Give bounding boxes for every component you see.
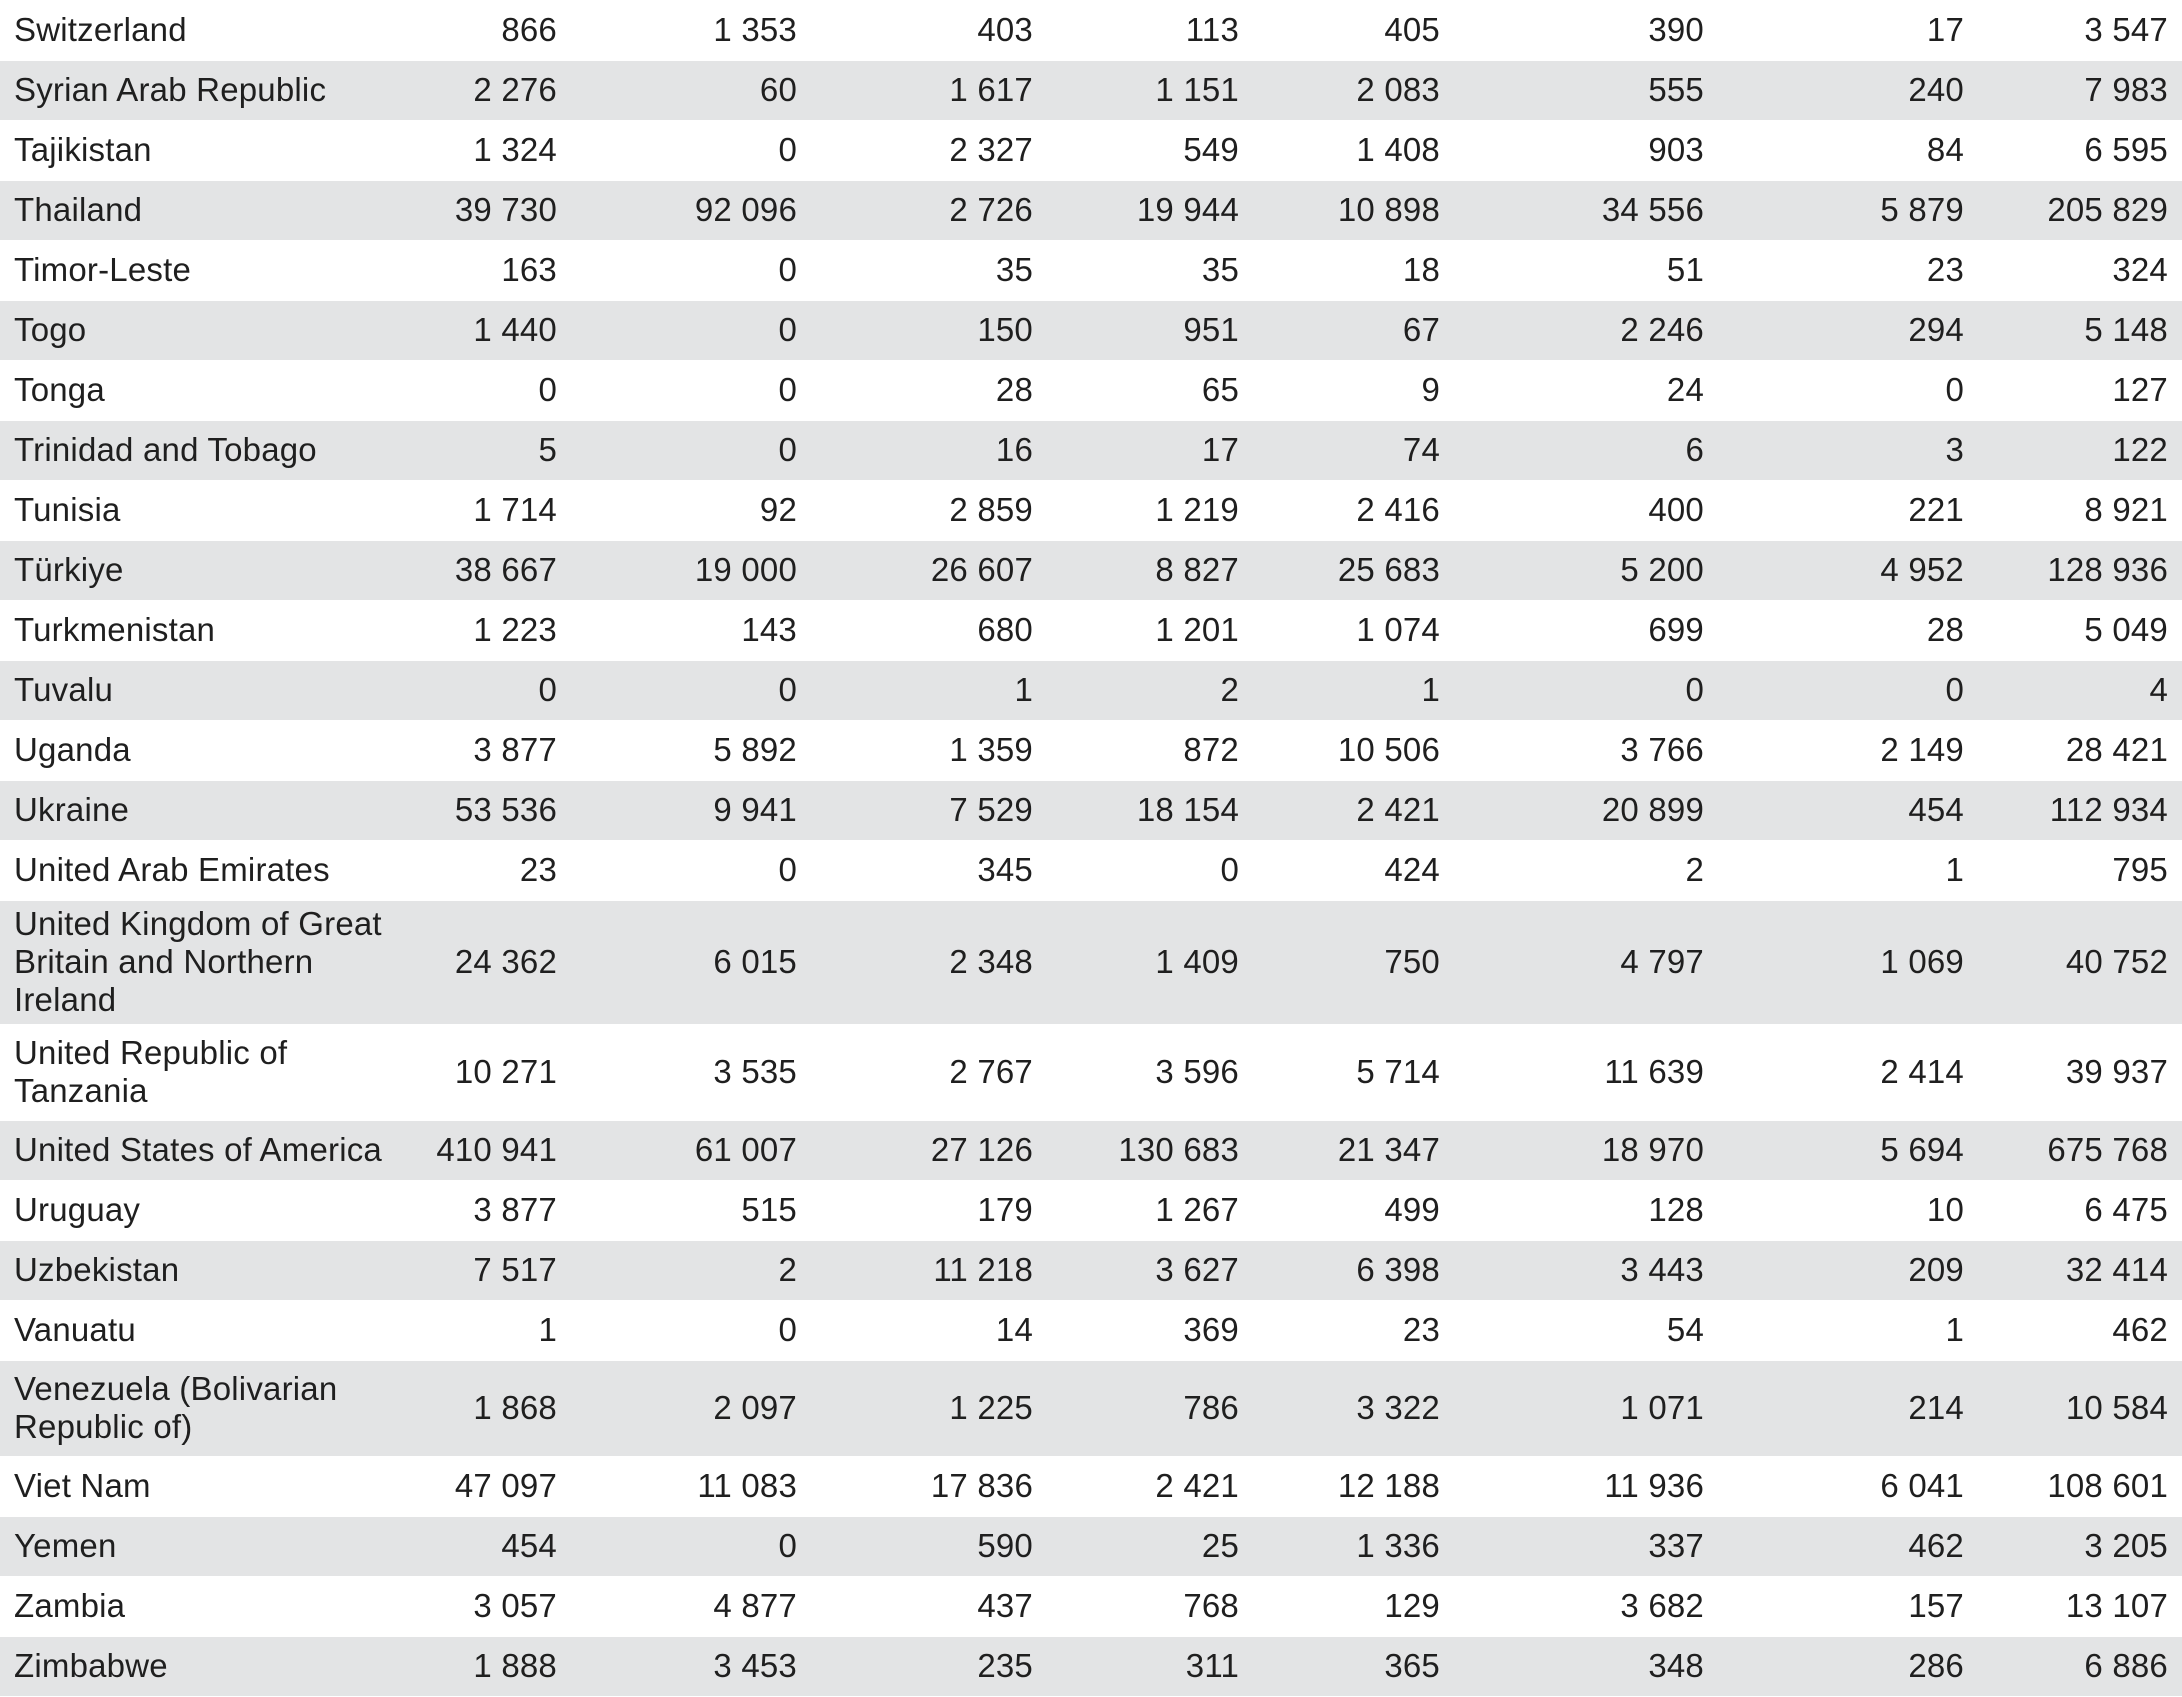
value-cell: 4 877 [573, 1576, 813, 1636]
value-cell: 2 [573, 1240, 813, 1300]
country-name-cell: United Arab Emirates [0, 840, 408, 900]
value-cell: 750 [1255, 900, 1456, 1024]
table-row [0, 840, 2182, 900]
value-cell: 6 475 [1980, 1180, 2182, 1240]
value-cell: 3 205 [1980, 1516, 2182, 1576]
value-cell: 6 398 [1255, 1240, 1456, 1300]
country-name-cell: Togo [0, 300, 408, 360]
country-name-cell: Zimbabwe [0, 1636, 408, 1696]
value-cell: 369 [1049, 1300, 1255, 1360]
value-cell: 951 [1049, 300, 1255, 360]
country-name-cell: United States of America [0, 1120, 408, 1180]
value-cell: 67 [1255, 300, 1456, 360]
value-cell: 1 069 [1720, 900, 1980, 1024]
value-cell: 1 225 [813, 1360, 1049, 1456]
value-cell: 1 267 [1049, 1180, 1255, 1240]
value-cell: 10 898 [1255, 180, 1456, 240]
value-cell: 410 941 [408, 1120, 573, 1180]
value-cell: 5 879 [1720, 180, 1980, 240]
table-row [0, 1516, 2182, 1576]
table-row [0, 0, 2182, 60]
table-row [0, 120, 2182, 180]
value-cell: 3 322 [1255, 1360, 1456, 1456]
value-cell: 1 [1720, 1300, 1980, 1360]
country-name-cell: United Kingdom of Great Britain and Northern Ireland [0, 900, 408, 1024]
country-name-cell: Türkiye [0, 540, 408, 600]
value-cell: 157 [1720, 1576, 1980, 1636]
value-cell: 11 639 [1456, 1024, 1720, 1120]
value-cell: 3 057 [408, 1576, 573, 1636]
value-cell: 163 [408, 240, 573, 300]
value-cell: 11 936 [1456, 1456, 1720, 1516]
table-row [0, 540, 2182, 600]
value-cell: 7 983 [1980, 60, 2182, 120]
value-cell: 209 [1720, 1240, 1980, 1300]
value-cell: 179 [813, 1180, 1049, 1240]
value-cell: 786 [1049, 1360, 1255, 1456]
value-cell: 53 536 [408, 780, 573, 840]
value-cell: 32 414 [1980, 1240, 2182, 1300]
country-name-cell: Uganda [0, 720, 408, 780]
value-cell: 18 154 [1049, 780, 1255, 840]
value-cell: 555 [1456, 60, 1720, 120]
value-cell: 221 [1720, 480, 1980, 540]
value-cell: 2 083 [1255, 60, 1456, 120]
value-cell: 235 [813, 1636, 1049, 1696]
value-cell: 0 [573, 120, 813, 180]
value-cell: 143 [573, 600, 813, 660]
table-row [0, 60, 2182, 120]
value-cell: 10 [1720, 1180, 1980, 1240]
country-name-cell: Tonga [0, 360, 408, 420]
value-cell: 130 683 [1049, 1120, 1255, 1180]
value-cell: 17 [1049, 420, 1255, 480]
value-cell: 38 667 [408, 540, 573, 600]
value-cell: 499 [1255, 1180, 1456, 1240]
country-name-cell: Syrian Arab Republic [0, 60, 408, 120]
value-cell: 0 [1720, 660, 1980, 720]
value-cell: 9 941 [573, 780, 813, 840]
value-cell: 5 200 [1456, 540, 1720, 600]
country-name-cell: Switzerland [0, 0, 408, 60]
value-cell: 3 682 [1456, 1576, 1720, 1636]
value-cell: 0 [1720, 360, 1980, 420]
value-cell: 3 877 [408, 720, 573, 780]
country-name-cell: Yemen [0, 1516, 408, 1576]
table-row [0, 420, 2182, 480]
value-cell: 2 859 [813, 480, 1049, 540]
value-cell: 10 584 [1980, 1360, 2182, 1456]
country-name-cell: Thailand [0, 180, 408, 240]
value-cell: 1 [813, 660, 1049, 720]
value-cell: 9 [1255, 360, 1456, 420]
value-cell: 23 [1255, 1300, 1456, 1360]
value-cell: 2 767 [813, 1024, 1049, 1120]
value-cell: 454 [1720, 780, 1980, 840]
table-row [0, 780, 2182, 840]
value-cell: 515 [573, 1180, 813, 1240]
value-cell: 3 877 [408, 1180, 573, 1240]
value-cell: 7 529 [813, 780, 1049, 840]
value-cell: 24 362 [408, 900, 573, 1024]
value-cell: 462 [1720, 1516, 1980, 1576]
value-cell: 5 714 [1255, 1024, 1456, 1120]
value-cell: 6 [1456, 420, 1720, 480]
value-cell: 3 596 [1049, 1024, 1255, 1120]
value-cell: 127 [1980, 360, 2182, 420]
value-cell: 0 [573, 420, 813, 480]
value-cell: 337 [1456, 1516, 1720, 1576]
value-cell: 74 [1255, 420, 1456, 480]
value-cell: 324 [1980, 240, 2182, 300]
value-cell: 54 [1456, 1300, 1720, 1360]
country-name-cell: Vanuatu [0, 1300, 408, 1360]
value-cell: 2 149 [1720, 720, 1980, 780]
country-name-cell: Tunisia [0, 480, 408, 540]
value-cell: 39 730 [408, 180, 573, 240]
value-cell: 1 [1255, 660, 1456, 720]
value-cell: 84 [1720, 120, 1980, 180]
country-name-cell: Uruguay [0, 1180, 408, 1240]
value-cell: 2 414 [1720, 1024, 1980, 1120]
value-cell: 3 535 [573, 1024, 813, 1120]
value-cell: 18 [1255, 240, 1456, 300]
value-cell: 1 223 [408, 600, 573, 660]
value-cell: 6 015 [573, 900, 813, 1024]
value-cell: 675 768 [1980, 1120, 2182, 1180]
value-cell: 1 714 [408, 480, 573, 540]
value-cell: 1 888 [408, 1636, 573, 1696]
value-cell: 17 [1720, 0, 1980, 60]
value-cell: 0 [573, 300, 813, 360]
country-name-cell: Tuvalu [0, 660, 408, 720]
value-cell: 28 421 [1980, 720, 2182, 780]
table-row [0, 480, 2182, 540]
value-cell: 872 [1049, 720, 1255, 780]
value-cell: 3 547 [1980, 0, 2182, 60]
value-cell: 16 [813, 420, 1049, 480]
value-cell: 10 506 [1255, 720, 1456, 780]
value-cell: 205 829 [1980, 180, 2182, 240]
value-cell: 3 453 [573, 1636, 813, 1696]
table-row [0, 180, 2182, 240]
value-cell: 113 [1049, 0, 1255, 60]
value-cell: 2 421 [1049, 1456, 1255, 1516]
value-cell: 14 [813, 1300, 1049, 1360]
value-cell: 424 [1255, 840, 1456, 900]
value-cell: 92 096 [573, 180, 813, 240]
value-cell: 0 [573, 840, 813, 900]
value-cell: 2 726 [813, 180, 1049, 240]
value-cell: 1 324 [408, 120, 573, 180]
table-row [0, 360, 2182, 420]
value-cell: 1 219 [1049, 480, 1255, 540]
value-cell: 5 [408, 420, 573, 480]
country-name-cell: Uzbekistan [0, 1240, 408, 1300]
table-row [0, 1360, 2182, 1456]
value-cell: 35 [1049, 240, 1255, 300]
table-row [0, 1180, 2182, 1240]
value-cell: 286 [1720, 1636, 1980, 1696]
value-cell: 112 934 [1980, 780, 2182, 840]
value-cell: 5 892 [573, 720, 813, 780]
value-cell: 1 [1720, 840, 1980, 900]
value-cell: 2 [1456, 840, 1720, 900]
value-cell: 1 868 [408, 1360, 573, 1456]
value-cell: 6 041 [1720, 1456, 1980, 1516]
value-cell: 35 [813, 240, 1049, 300]
value-cell: 8 921 [1980, 480, 2182, 540]
table-row [0, 1456, 2182, 1516]
value-cell: 92 [573, 480, 813, 540]
value-cell: 1 074 [1255, 600, 1456, 660]
country-name-cell: Timor-Leste [0, 240, 408, 300]
value-cell: 5 148 [1980, 300, 2182, 360]
value-cell: 128 936 [1980, 540, 2182, 600]
value-cell: 400 [1456, 480, 1720, 540]
value-cell: 6 595 [1980, 120, 2182, 180]
value-cell: 2 276 [408, 60, 573, 120]
value-cell: 311 [1049, 1636, 1255, 1696]
value-cell: 0 [573, 240, 813, 300]
value-cell: 0 [408, 360, 573, 420]
value-cell: 28 [813, 360, 1049, 420]
value-cell: 1 617 [813, 60, 1049, 120]
value-cell: 8 827 [1049, 540, 1255, 600]
value-cell: 4 952 [1720, 540, 1980, 600]
value-cell: 27 126 [813, 1120, 1049, 1180]
value-cell: 549 [1049, 120, 1255, 180]
value-cell: 1 440 [408, 300, 573, 360]
table-row [0, 1024, 2182, 1120]
value-cell: 0 [1049, 840, 1255, 900]
table-row [0, 1300, 2182, 1360]
value-cell: 47 097 [408, 1456, 573, 1516]
value-cell: 365 [1255, 1636, 1456, 1696]
value-cell: 0 [573, 660, 813, 720]
value-cell: 6 886 [1980, 1636, 2182, 1696]
value-cell: 390 [1456, 0, 1720, 60]
value-cell: 26 607 [813, 540, 1049, 600]
value-cell: 39 937 [1980, 1024, 2182, 1120]
value-cell: 3 443 [1456, 1240, 1720, 1300]
value-cell: 240 [1720, 60, 1980, 120]
value-cell: 2 416 [1255, 480, 1456, 540]
value-cell: 0 [408, 660, 573, 720]
value-cell: 866 [408, 0, 573, 60]
value-cell: 1 408 [1255, 120, 1456, 180]
value-cell: 454 [408, 1516, 573, 1576]
value-cell: 4 797 [1456, 900, 1720, 1024]
value-cell: 2 246 [1456, 300, 1720, 360]
table-row [0, 600, 2182, 660]
value-cell: 5 694 [1720, 1120, 1980, 1180]
value-cell: 590 [813, 1516, 1049, 1576]
value-cell: 2 327 [813, 120, 1049, 180]
value-cell: 405 [1255, 0, 1456, 60]
table-row [0, 1120, 2182, 1180]
value-cell: 1 151 [1049, 60, 1255, 120]
value-cell: 768 [1049, 1576, 1255, 1636]
country-name-cell: Zambia [0, 1576, 408, 1636]
value-cell: 903 [1456, 120, 1720, 180]
value-cell: 10 271 [408, 1024, 573, 1120]
value-cell: 2 421 [1255, 780, 1456, 840]
value-cell: 3 766 [1456, 720, 1720, 780]
value-cell: 699 [1456, 600, 1720, 660]
country-name-cell: Viet Nam [0, 1456, 408, 1516]
country-name-cell: Trinidad and Tobago [0, 420, 408, 480]
value-cell: 28 [1720, 600, 1980, 660]
value-cell: 1 353 [573, 0, 813, 60]
value-cell: 19 944 [1049, 180, 1255, 240]
value-cell: 21 347 [1255, 1120, 1456, 1180]
country-name-cell: Tajikistan [0, 120, 408, 180]
value-cell: 437 [813, 1576, 1049, 1636]
table-row [0, 240, 2182, 300]
value-cell: 348 [1456, 1636, 1720, 1696]
value-cell: 17 836 [813, 1456, 1049, 1516]
value-cell: 11 083 [573, 1456, 813, 1516]
value-cell: 129 [1255, 1576, 1456, 1636]
value-cell: 1 [408, 1300, 573, 1360]
table-row [0, 1636, 2182, 1696]
value-cell: 34 556 [1456, 180, 1720, 240]
value-cell: 0 [1456, 660, 1720, 720]
table-row [0, 1576, 2182, 1636]
value-cell: 11 218 [813, 1240, 1049, 1300]
value-cell: 13 107 [1980, 1576, 2182, 1636]
value-cell: 5 049 [1980, 600, 2182, 660]
value-cell: 0 [573, 1300, 813, 1360]
value-cell: 3 627 [1049, 1240, 1255, 1300]
value-cell: 40 752 [1980, 900, 2182, 1024]
value-cell: 1 071 [1456, 1360, 1720, 1456]
value-cell: 19 000 [573, 540, 813, 600]
value-cell: 65 [1049, 360, 1255, 420]
value-cell: 4 [1980, 660, 2182, 720]
table-row [0, 1240, 2182, 1300]
value-cell: 25 683 [1255, 540, 1456, 600]
table-row [0, 660, 2182, 720]
value-cell: 23 [408, 840, 573, 900]
value-cell: 1 359 [813, 720, 1049, 780]
value-cell: 294 [1720, 300, 1980, 360]
value-cell: 60 [573, 60, 813, 120]
country-name-cell: Turkmenistan [0, 600, 408, 660]
value-cell: 680 [813, 600, 1049, 660]
value-cell: 108 601 [1980, 1456, 2182, 1516]
value-cell: 25 [1049, 1516, 1255, 1576]
table-row [0, 900, 2182, 1024]
value-cell: 214 [1720, 1360, 1980, 1456]
value-cell: 3 [1720, 420, 1980, 480]
value-cell: 345 [813, 840, 1049, 900]
value-cell: 1 336 [1255, 1516, 1456, 1576]
value-cell: 1 201 [1049, 600, 1255, 660]
table-row [0, 720, 2182, 780]
value-cell: 2 [1049, 660, 1255, 720]
value-cell: 128 [1456, 1180, 1720, 1240]
value-cell: 2 097 [573, 1360, 813, 1456]
value-cell: 51 [1456, 240, 1720, 300]
value-cell: 2 348 [813, 900, 1049, 1024]
table-row [0, 300, 2182, 360]
country-name-cell: Venezuela (Bolivarian Republic of) [0, 1360, 408, 1456]
value-cell: 122 [1980, 420, 2182, 480]
value-cell: 795 [1980, 840, 2182, 900]
value-cell: 23 [1720, 240, 1980, 300]
value-cell: 0 [573, 360, 813, 420]
value-cell: 12 188 [1255, 1456, 1456, 1516]
value-cell: 462 [1980, 1300, 2182, 1360]
value-cell: 403 [813, 0, 1049, 60]
value-cell: 20 899 [1456, 780, 1720, 840]
country-name-cell: Ukraine [0, 780, 408, 840]
value-cell: 7 517 [408, 1240, 573, 1300]
value-cell: 150 [813, 300, 1049, 360]
country-name-cell: United Republic of Tanzania [0, 1024, 408, 1120]
value-cell: 18 970 [1456, 1120, 1720, 1180]
value-cell: 1 409 [1049, 900, 1255, 1024]
value-cell: 24 [1456, 360, 1720, 420]
value-cell: 0 [573, 1516, 813, 1576]
value-cell: 61 007 [573, 1120, 813, 1180]
